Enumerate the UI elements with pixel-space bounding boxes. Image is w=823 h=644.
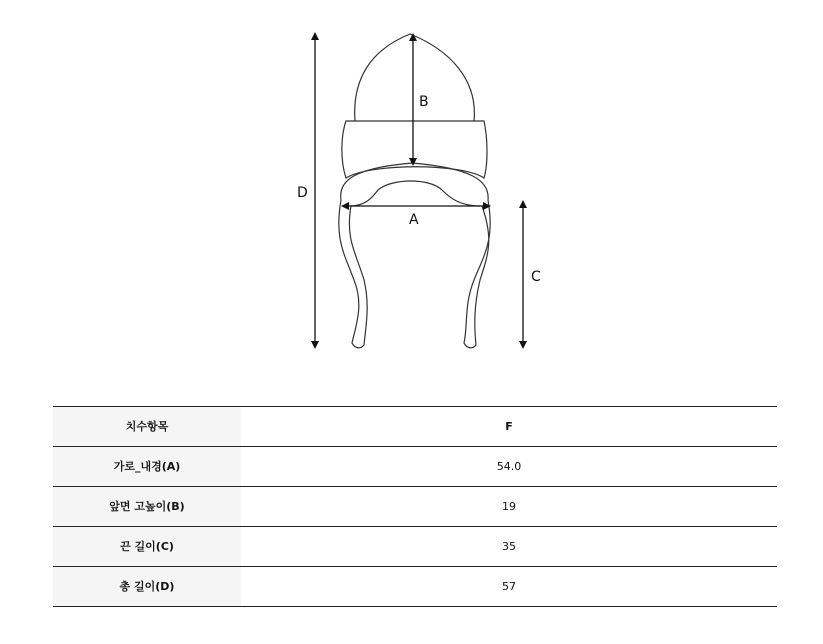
- row-value-total-length: 57: [241, 567, 777, 607]
- hat-outline: [339, 34, 490, 348]
- row-value-front-height: 19: [241, 487, 777, 527]
- table-row: [53, 567, 777, 607]
- hat-band: [342, 121, 487, 178]
- table-row: [53, 527, 777, 567]
- row-value-width: 54.0: [241, 447, 777, 487]
- left-strap-outer: [339, 200, 367, 348]
- row-label-front-height: 앞면 고높이(B): [53, 487, 241, 527]
- row-label-total-length: 총 길이(D): [53, 567, 241, 607]
- size-table-header-row: [53, 407, 777, 447]
- dimension-lines: [315, 36, 523, 345]
- hat-crown: [355, 34, 475, 121]
- dimension-b-label: B: [419, 94, 429, 110]
- size-table: [53, 406, 777, 607]
- table-row: [53, 447, 777, 487]
- hat-earflap-arch: [350, 181, 480, 206]
- table-row: [53, 487, 777, 527]
- right-strap-outer: [464, 200, 490, 348]
- row-value-strap-length: 35: [241, 527, 777, 567]
- header-value-cell: F: [241, 407, 777, 447]
- dimension-c-label: C: [531, 269, 541, 285]
- dimension-d-label: D: [297, 185, 308, 201]
- dimension-a-label: A: [409, 212, 419, 228]
- header-label-cell: 치수항목: [53, 407, 241, 447]
- row-label-strap-length: 끈 길이(C): [53, 527, 241, 567]
- row-label-width: 가로_내경(A): [53, 447, 241, 487]
